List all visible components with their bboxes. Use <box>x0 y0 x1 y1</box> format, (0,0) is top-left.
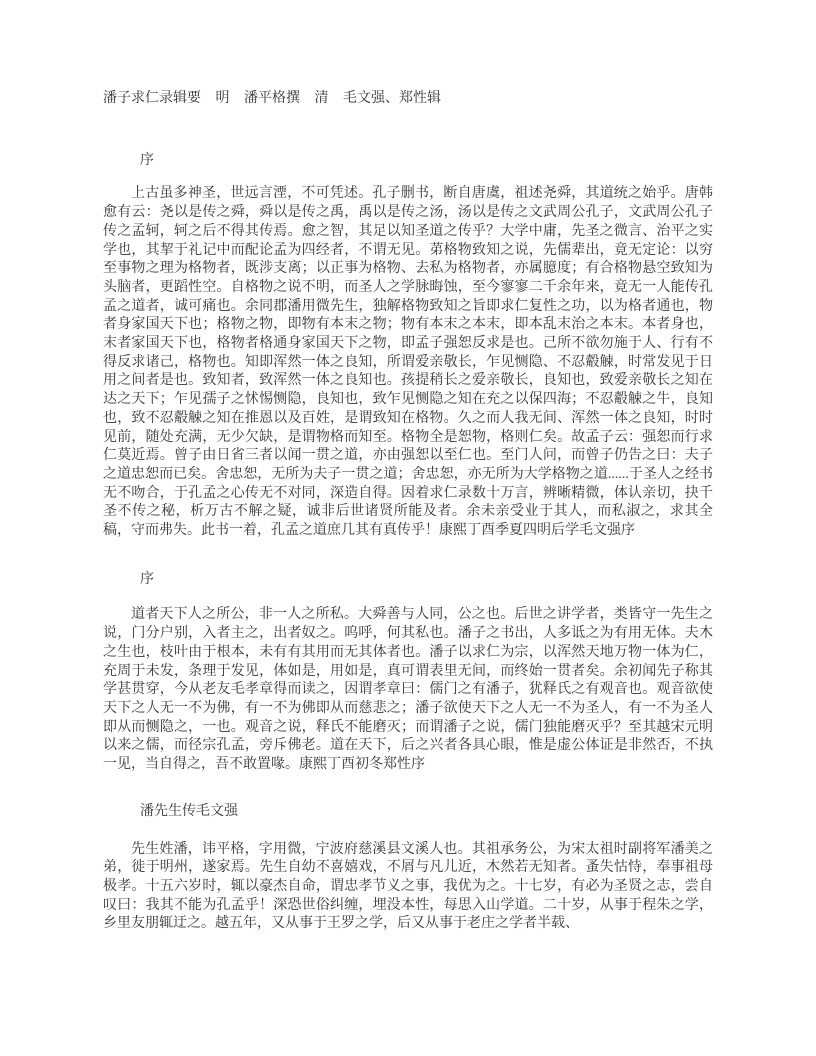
preface-2-text: 道者天下人之所公，非一人之所私。大舜善与人同，公之也。后世之讲学者，类皆守一先生之说，门分户别，入者主之，出者奴之。呜呼，何其私也。潘子之书出，人多诋之为有用无体。夫木之生也，枝叶由于根本，未有有其用而无其体者也。潘子以求仁为宗，以浑然天地万物一体为仁，充周于未发，条理于发见，体如是，用如是，真可谓表里无间，而终始一贯者矣。余初闻先子称其学甚贯穿，今从老友毛孝章得而读之，因谓孝章曰：儒门之有潘子，犹释氏之有观音也。观音欲使天下之人无一不为佛，有一不为佛即从而慈悲之；潘子欲使天下之人无一不为圣人，有一不为圣人即从而恻隐之，一也。观音之说，释氏不能磨灭；而谓潘子之说，儒门独能磨灭乎？至其越宋元明以来之儒，而径宗孔孟，旁斥佛老。道在天下，后之兴者各具心眼，惟是虚公体证是非然否，不执一见，当自得之，吾不敢置喙。康熙丁酉初冬郑性序 <box>103 607 713 773</box>
document-content <box>103 0 713 934</box>
section-heading-biography: 潘先生传毛文强 <box>140 803 238 819</box>
biography-text: 先生姓潘，讳平格，字用微，宁波府慈溪县文溪人也。其祖承务公，为宋太祖时副将军潘美之弟，徙于明州，遂家焉。先生自幼不喜嬉戏，不屑与凡儿近，木然若无知者。蚤失怙恃，奉事祖母极孝。十五六岁时，辄以豪杰自命，谓忠孝节义之事，我优为之。十七岁，有必为圣贤之志，尝自叹曰：我其不能为孔孟乎！深恐世俗纠缠，埋没本性，每思入山学道。二十岁，从事于程朱之学，乡里友朋辄迂之。越五年，又从事于王罗之学，后又从事于老庄之学者半载、 <box>103 841 713 932</box>
author1-dynasty: 明 <box>215 91 230 106</box>
author2-dynasty: 清 <box>314 91 329 106</box>
author2-name: 毛文强、郑性辑 <box>343 91 441 106</box>
author1-name: 潘平格撰 <box>244 91 300 106</box>
section-heading-preface-1: 序 <box>140 152 154 168</box>
document-title-line <box>103 90 713 109</box>
document-title: 潘子求仁录辑要 <box>103 91 201 106</box>
section-heading-preface-2: 序 <box>140 571 154 587</box>
preface-1-text: 上古虽多神圣，世远言湮，不可凭述。孔子删书，断自唐虞，祖述尧舜，其道统之始乎。唐韩愈有云：尧以是传之舜，舜以是传之禹，禹以是传之汤，汤以是传之文武周公孔子，文武周公孔子传之孟轲，轲之后不得其传焉。愈之智，其足以知圣道之传乎？大学中庸，先圣之微言、治平之实学也，其挈于礼记中而配论孟为四经者，不谓无见。苐格物致知之说，先儒辈出，竟无定论：以穷至事物之理为格物者，既涉支离；以正事为格物、去私为格物者，亦属臆度；有合格物悬空致知为头脑者，更蹈性空。自格物之说不明，而圣人之学脉晦蚀，至今寥寥二千余年来，竟无一人能传孔孟之道者，诚可痛也。余同郡潘用微先生，独解格物致知之旨即求仁复性之功，以为格者通也，物者身家国天下也；格物之物，即物有本末之物；物有本末之本末，即本乱末治之本末。本者身也，末者家国天下也，格物者格通身家国天下之物，即孟子强恕反求是也。己所不欲勿施于人、行有不得反求诸己，格物也。知即浑然一体之良知，所谓爱亲敬长，乍见恻隐、不忍觳觫，时常发见于日用之间者是也。致知者，致浑然一体之良知也。孩提稍长之爱亲敬长，良知也，致爱亲敬长之知在达之天下；乍见孺子之怵惕恻隐，良知也，致乍见恻隐之知在充之以保四海；不忍觳觫之牛，良知也，致不忍觳觫之知在推恩以及百姓，是谓致知在格物。久之而人我无间、浑然一体之良知，时时见前，随处充满，无少欠缺，是谓物格而知至。格物全是恕物，格则仁矣。故孟子云：强恕而行求仁莫近焉。曾子由日省三者以闻一贯之道，亦由强恕以至仁也。至门人问，而曾子仍告之曰：夫子之道忠恕而已矣。舍忠恕，无所为夫子一贯之道；舍忠恕，亦无所为大学格物之道......于圣人之经书无不吻合，于孔孟之心传无不对同，深造自得。因着求仁录数十万言，辨晰精微，体认亲切，抉千圣不传之秘，析万古不解之疑，诚非后世诸贤所能及者。余未亲受业于其人，而私淑之，求其全稿，守而弗失。此书一着，孔孟之道庶几其有真传乎！康熙丁酉季夏四明后学毛文强序 <box>103 186 713 539</box>
